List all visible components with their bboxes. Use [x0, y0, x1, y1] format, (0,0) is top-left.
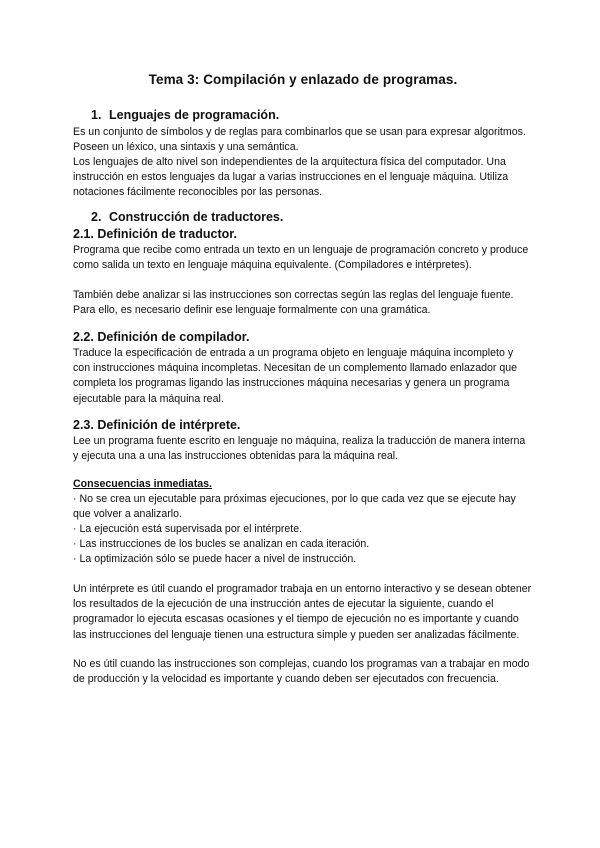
section-1-number: 1. — [91, 108, 102, 122]
consequences-heading: Consecuencias inmediatas. — [73, 478, 212, 490]
subsection-2-3-heading: 2.3. Definición de intérprete. — [73, 418, 241, 432]
subsection-2-3-paragraph: Lee un programa fuente escrito en lenguaje no máquina, realiza la traducción de manera interna y ejecuta una a una las instrucciones obtenidas para la máquina real. — [73, 435, 526, 463]
subsection-2-2-paragraph: Traduce la especificación de entrada a un programa objeto en lenguaje máquina incompleto y con instrucciones máquina incompletas. Necesitan de un complemento llamado enlazador que completa los programas ligando las instrucciones máquina necesarias y genera un programa ejecutable para la máquina real. — [73, 347, 518, 405]
subsection-2-1-paragraph-1: Programa que recibe como entrada un texto en un lenguaje de programación concreto y produce como salida un texto en lenguaje máquina equivalente. (Compiladores e intérpretes). — [73, 244, 529, 272]
section-2-number: 2. — [91, 210, 102, 224]
subsection-2-2-heading: 2.2. Definición de compilador. — [73, 330, 250, 344]
section-2-heading — [91, 210, 283, 224]
consequence-item: · La ejecución está supervisada por el intérprete. — [73, 523, 303, 535]
consequence-item: · Las instrucciones de los bucles se analizan en cada iteración. — [73, 538, 370, 550]
section-1-paragraph-1: Es un conjunto de símbolos y de reglas para combinarlos que se usan para expresar algoritmos. Poseen un léxico, una sintaxis y una semántica. — [73, 126, 526, 154]
subsection-2-1-heading: 2.1. Definición de traductor. — [73, 227, 237, 241]
interpreter-limits-paragraph: No es útil cuando las instrucciones son complejas, cuando los programas van a trabajar en modo de producción y la velocidad es importante y cuando deben ser ejecutados con frecuencia. — [73, 658, 530, 686]
subsection-2-1-paragraph-2: También debe analizar si las instrucciones son correctas según las reglas del lenguaje fuente. Para ello, es necesario definir ese lenguaje formalmente con una gramática. — [73, 289, 514, 317]
section-1-title: Lenguajes de programación. — [109, 108, 280, 122]
section-2-title: Construcción de traductores. — [109, 210, 284, 224]
consequence-item: · No se crea un ejecutable para próximas ejecuciones, por lo que cada vez que se ejecute hay que volver a analizarlo. — [73, 493, 516, 521]
interpreter-usefulness-paragraph: Un intérprete es útil cuando el programador trabaja en un entorno interactivo y se desean obtener los resultados de la ejecución de una instrucción antes de ejecutar la siguiente, cuando el programador lo ejecuta escasas ocasiones y el tiempo de ejecución no es importante y cuando las instrucciones del lenguaje tienen una estructura simple y pueden ser analizadas fácilmente. — [73, 583, 532, 641]
section-1-heading — [91, 108, 279, 122]
consequence-item: · La optimización sólo se puede hacer a nivel de instrucción. — [73, 553, 357, 565]
section-1-paragraph-2: Los lenguajes de alto nivel son independientes de la arquitectura física del computador. Una instrucción en estos lenguajes da lugar a varias instrucciones en el lenguaje máquina. Utiliza notaciones fácilmente reconocibles por las personas. — [73, 156, 509, 199]
page-title: Tema 3: Compilación y enlazado de programas. — [148, 72, 458, 87]
